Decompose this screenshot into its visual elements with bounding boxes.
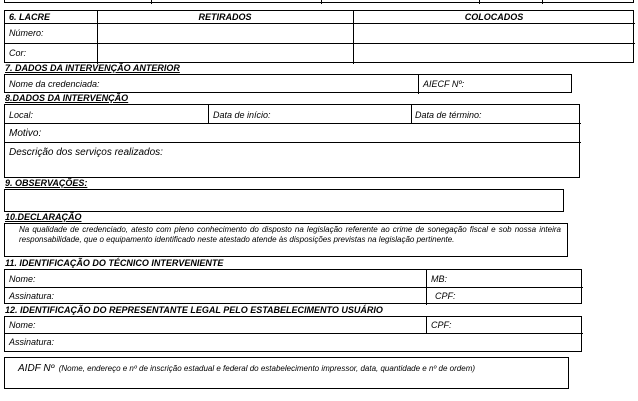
tecnico-mb-label: MB: <box>431 274 448 284</box>
nome-credenciada-label: Nome da credenciada: <box>9 79 100 89</box>
aidf-hint: (Nome, endereço e nº de inscrição estadual e federal do estabelecimento impressor, data, quantidade e nº de ordem) <box>58 364 476 373</box>
section-9-title: 9. OBSERVAÇÕES: <box>5 178 88 188</box>
data-inicio-label: Data de início: <box>213 110 271 120</box>
declaracao-text: Na qualidade de credenciado, atesto com pleno conhecimento do disposto na legislação referente ao crime de sonegação fiscal e sob nossa inteira responsabilidade, que o equipamento identificado neste atestado atende às disposições previstas na legislação pertinente. <box>19 225 561 244</box>
section-10-title: 10.DECLARAÇÃO <box>5 212 82 222</box>
aidf-box <box>4 357 569 389</box>
lacre-title: 6. LACRE <box>9 12 51 22</box>
descricao-label: Descrição dos serviços realizados: <box>9 147 163 158</box>
local-label: Local: <box>9 110 34 120</box>
tecnico-table <box>4 269 582 304</box>
lacre-numero-label: Número: <box>9 28 44 38</box>
intervencao-anterior-row <box>4 74 572 93</box>
intervencao-table <box>4 104 580 178</box>
aidf-text <box>18 361 558 374</box>
section-7-title: 7. DADOS DA INTERVENÇÃO ANTERIOR <box>5 63 180 73</box>
tecnico-assinatura-label: Assinatura: <box>9 291 55 301</box>
lacre-retirados-header: RETIRADOS <box>198 12 252 22</box>
representante-table <box>4 316 582 352</box>
tecnico-nome-label: Nome: <box>9 274 36 284</box>
observacoes-box <box>4 189 564 212</box>
tecnico-cpf-label: CPF: <box>435 291 456 301</box>
section-8-title: 8.DADOS DA INTERVENÇÃO <box>5 93 129 103</box>
representante-cpf-label: CPF: <box>431 320 452 330</box>
lacre-colocados-header: COLOCADOS <box>464 12 524 22</box>
representante-assinatura-label: Assinatura: <box>9 337 55 347</box>
motivo-label: Motivo: <box>9 128 42 139</box>
representante-nome-label: Nome: <box>9 320 36 330</box>
declaracao-box <box>4 223 568 257</box>
section-12-title: 12. IDENTIFICAÇÃO DO REPRESENTANTE LEGAL PELO ESTABELECIMENTO USUÁRIO <box>5 305 383 315</box>
aiecf-label: AIECF Nº: <box>423 79 465 89</box>
aidf-label: AIDF Nº <box>18 363 55 374</box>
lacre-cor-label: Cor: <box>9 48 27 58</box>
lacre-table <box>4 10 634 63</box>
section-11-title: 11. IDENTIFICAÇÃO DO TÉCNICO INTERVENIENTE <box>5 258 224 268</box>
data-termino-label: Data de término: <box>415 110 482 120</box>
top-partial-row <box>4 0 634 3</box>
